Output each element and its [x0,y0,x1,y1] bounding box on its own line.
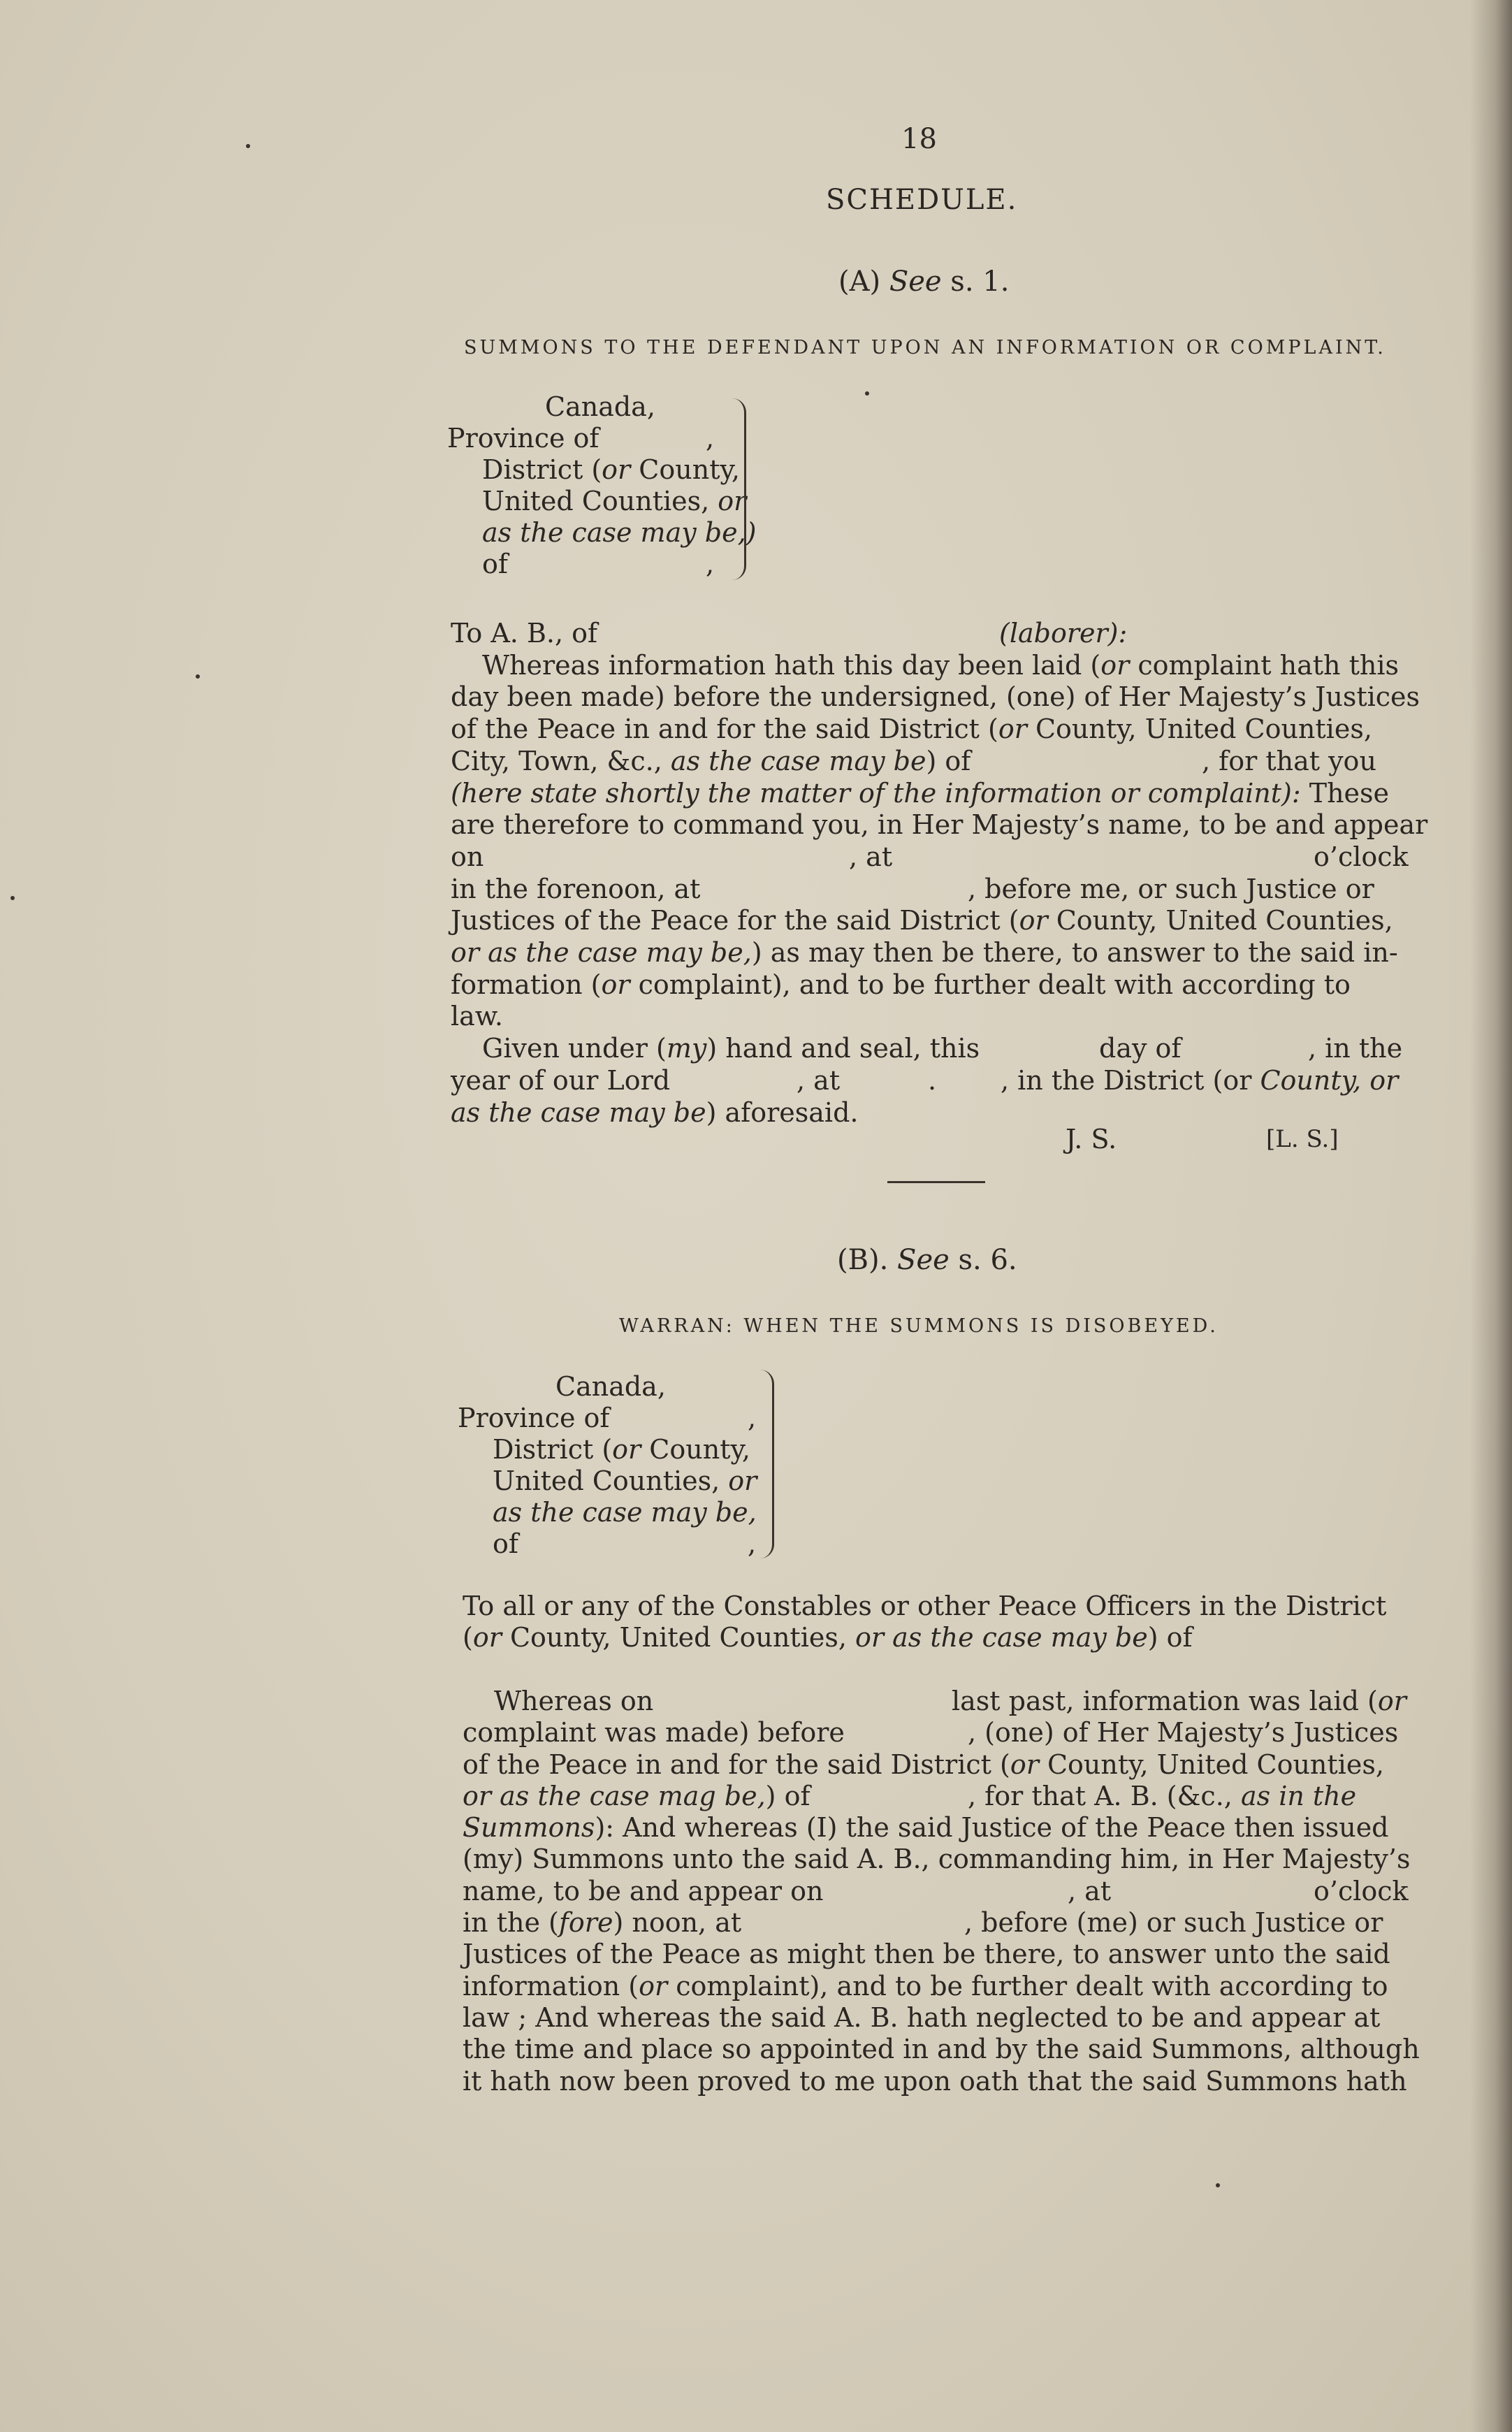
text-line [451,937,1398,968]
text-line [451,874,700,904]
venue-comma: , [748,1528,757,1559]
venue-comma: , [748,1403,757,1433]
text-line-part [999,618,1127,649]
page-speck [1216,2183,1220,2187]
schedule-title: SCHEDULE. [826,184,1018,216]
venue-text: Canada, [555,1371,666,1402]
text-run: day been made) before the undersigned, (one) of Her Majesty’s Justices [451,681,1420,713]
italic-run: or as the case may be [855,1622,1148,1653]
text-run: complaint was made) before [463,1717,845,1749]
italic-run: or [601,969,630,1000]
venue-text: County, [630,454,740,485]
text-line [451,1065,670,1096]
venue-comma: , [706,549,715,579]
section-b-heading: (B). See s. 6. [837,1244,1017,1276]
section-divider [887,1181,985,1183]
italic-run: or [1377,1685,1406,1716]
text-line [451,618,597,649]
venue-italic: or [718,486,747,516]
seal-mark: [L. S.] [1266,1125,1339,1153]
text-line-part [928,1065,936,1096]
text-run: name, to be and appear on [463,1875,824,1906]
text-line [451,905,1393,936]
venue-line [493,1528,518,1560]
text-line-part [1202,746,1376,776]
page-number: 18 [901,123,937,155]
italic-run: my [666,1033,707,1064]
text-line-part [968,1781,1356,1811]
venue-line [555,1371,666,1403]
text-run: of the Peace in and for the said District ( [451,714,998,745]
text-run: year of our Lord [451,1064,671,1096]
venue-text: Province of [447,423,599,454]
text-run: information ( [463,1970,639,2002]
text-run: ) of [926,745,971,776]
text-run: on [451,841,484,872]
text-run: day of [1099,1033,1182,1064]
text-line-part [968,874,1374,904]
text-run: These [1300,777,1390,809]
text-run: , at [849,841,893,872]
venue-line [493,1434,750,1465]
text-line-part [952,1686,1406,1716]
text-run: County, United Counties, [1026,714,1372,745]
italic-run: or as the case mag be, [463,1780,766,1811]
text-run: , at [797,1064,841,1096]
section-a-heading: (A) See s. 1. [838,266,1010,298]
text-line-part [1001,1065,1398,1096]
text-run: , for that A. B. (&c., [968,1780,1241,1811]
text-line [463,1939,1390,1969]
text-line [451,746,971,776]
text-run: complaint hath this [1129,649,1399,681]
italic-run: or [639,1970,668,2002]
section-b-caption: WARRAN: WHEN THE SUMMONS IS DISOBEYED. [619,1315,1219,1337]
italic-run: (here state shortly the matter of the information or complaint): [451,777,1301,809]
text-line-part [1308,1033,1402,1064]
text-line-part [1068,1876,1111,1906]
text-run: ) hand and seal, this [706,1033,980,1064]
text-run: Whereas on [494,1685,654,1716]
text-line [463,2002,1380,2033]
signature: J. S. [1066,1124,1117,1155]
text-run: County, United Counties, [1038,1749,1384,1780]
text-run: (my) Summons unto the said A. B., commanding him, in Her Majesty’s [463,1844,1411,1875]
venue-text: Province of [458,1403,610,1433]
text-run: , in the [1308,1033,1403,1064]
text-run: it hath now been proved to me upon oath that the said Summons hath [463,2065,1407,2097]
text-run: City, Town, &c., [451,745,671,776]
italic-run: as the case may be [670,745,926,776]
venue-line [545,391,655,423]
text-run: ( [463,1622,473,1653]
venue-italic: as the case may be,) [482,517,757,548]
text-run: To all or any of the Constables or other Peace Officers in the District [463,1591,1387,1621]
text-line [463,2066,1407,2097]
venue-comma: , [706,423,715,454]
text-run: , in the District (or [1001,1064,1260,1096]
text-line [463,1781,810,1811]
italic-run: or as the case may be, [451,937,752,968]
text-line [451,1097,858,1128]
text-run: formation ( [451,969,602,1000]
text-run: ) noon, at [613,1907,742,1938]
text-run: in the forenoon, at [451,873,701,904]
text-line [451,809,1427,840]
text-line [482,650,1399,681]
venue-text: District ( [493,1434,613,1465]
text-line [463,1844,1410,1874]
text-run: are therefore to command you, in Her Majesty’s name, to be and appear [451,809,1428,841]
text-run: ) of [765,1780,810,1811]
section-a-brace [713,398,746,580]
venue-line [493,1465,757,1497]
venue-text: United Counties, [493,1465,729,1496]
text-run: . [928,1064,937,1096]
venue-italic: or [728,1465,757,1496]
text-run: law. [451,1001,503,1032]
text-run: ) aforesaid. [706,1096,859,1128]
text-line-part [1314,841,1409,872]
italic-run: or [1100,649,1130,681]
venue-line [493,1497,757,1528]
text-run: County, United Counties, [1047,905,1393,936]
text-line [463,1717,845,1748]
text-line-part [849,841,892,872]
text-line [463,1876,824,1906]
page-speck [10,896,15,900]
text-run: in the ( [463,1907,559,1938]
text-line [451,714,1372,744]
text-run: law ; And whereas the said A. B. hath neglected to be and appear at [463,2002,1381,2033]
text-line [463,1591,1386,1621]
text-run: ) as may then be there, to answer to the said in- [751,937,1398,968]
venue-italic: or [612,1434,641,1465]
text-run: , (one) of Her Majesty’s Justices [968,1717,1399,1749]
text-run: ): And whereas (I) the said Justice of the Peace then issued [595,1812,1389,1844]
text-run: , before me, or such Justice or [968,873,1374,904]
section-b-brace [741,1370,774,1558]
venue-line [482,454,740,486]
text-line-part [1314,1876,1409,1906]
text-line [463,1971,1388,2002]
text-run: the time and place so appointed in and by the said Summons, although [463,2034,1420,2065]
text-line-part [1099,1033,1181,1064]
text-line [451,778,1389,809]
venue-text: of [493,1528,518,1559]
italic-run: as in the [1240,1780,1357,1811]
venue-text: District ( [482,454,602,485]
text-line [451,841,484,872]
venue-text: County, [641,1434,750,1465]
text-run: complaint), and to be further dealt with according to [630,969,1351,1000]
text-line-part [797,1065,840,1096]
text-run: Whereas information hath this day been laid ( [482,649,1101,681]
venue-text: of [482,549,508,579]
text-line-part [968,1717,1398,1748]
text-line [451,1001,503,1032]
italic-run: fore [558,1907,613,1938]
italic-run: as the case may be [451,1096,706,1128]
venue-line [482,486,746,517]
text-line [463,1622,1193,1653]
page-speck [196,674,200,679]
text-run: o’clock [1314,841,1409,872]
text-line [482,1033,980,1064]
text-run: Justices of the Peace as might then be there, to answer unto the said [463,1939,1390,1970]
italic-run: (laborer): [999,618,1128,649]
page-speck [246,144,250,148]
italic-run: or [1010,1749,1039,1780]
italic-run: County, or [1260,1064,1399,1096]
text-run: ) of [1147,1622,1193,1653]
italic-run: Summons [463,1812,595,1844]
text-run: , for that you [1202,745,1376,776]
page-speck [865,391,869,396]
text-line [494,1686,653,1716]
text-line [463,2034,1420,2064]
venue-italic: as the case may be, [493,1497,757,1528]
text-run: o’clock [1314,1875,1409,1906]
text-run: County, United Counties, [501,1622,855,1653]
venue-text: United Counties, [482,486,718,516]
venue-italic: or [602,454,631,485]
italic-run: or [1019,905,1048,936]
venue-line [482,549,508,580]
text-line [463,1907,741,1938]
text-run: last past, information was laid ( [952,1685,1378,1716]
text-run: Given under ( [482,1033,667,1064]
text-run: , at [1068,1875,1112,1906]
venue-text: Canada, [545,391,655,422]
text-line-part [964,1907,1383,1938]
section-a-caption: SUMMONS TO THE DEFENDANT UPON AN INFORMATION OR COMPLAINT. [464,337,1386,359]
italic-run: or [998,714,1027,745]
italic-run: or [472,1622,502,1653]
venue-line [447,423,599,454]
text-run: , before (me) or such Justice or [964,1907,1383,1938]
text-run: complaint), and to be further dealt with according to [667,1970,1388,2002]
text-line [451,681,1420,712]
page-edge-shadow [1470,0,1512,2432]
text-run: To A. B., of [451,618,598,649]
text-line [463,1812,1389,1843]
text-run: of the Peace in and for the said District ( [463,1749,1010,1780]
venue-line [458,1403,610,1434]
text-run: Justices of the Peace for the said District ( [451,905,1019,936]
text-line [463,1749,1384,1780]
text-line [451,969,1351,1000]
